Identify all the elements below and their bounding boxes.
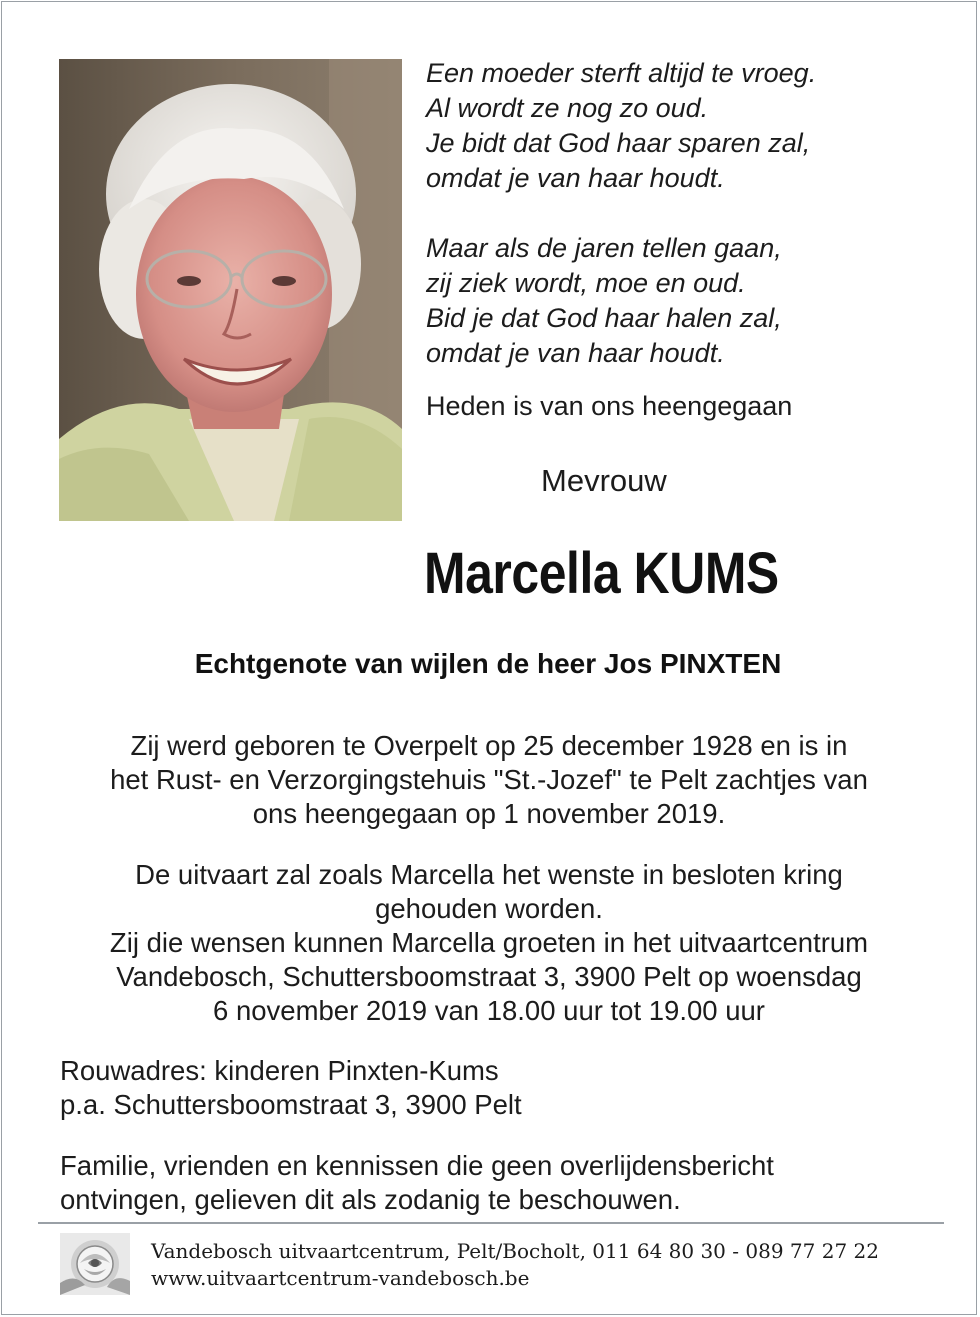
poem-line: Maar als de jaren tellen gaan, [426,233,782,263]
poem-stanza-1 [426,56,946,196]
passed-away-intro: Heden is van ons heengegaan [426,391,793,421]
text-line: Familie, vrienden en kennissen die geen overlijdensbericht [60,1150,774,1181]
honorific: Mevrouw [541,463,667,498]
poem-line: Een moeder sterft altijd te vroeg. [426,58,817,88]
footer-company-line: Vandebosch uitvaartcentrum, Pelt/Bocholt, 011 64 80 30 - 089 77 27 22 [151,1239,879,1263]
footer-contact [151,1238,879,1292]
mourning-address [60,1054,940,1122]
poem [426,56,946,371]
text-line: Zij die wensen kunnen Marcella groeten in het uitvaartcentrum [109,927,869,958]
footer-website[interactable]: www.uitvaartcentrum-vandebosch.be [151,1266,530,1290]
text-line: De uitvaart zal zoals Marcella het wenste in besloten kring [135,859,843,890]
poem-stanza-2 [426,231,946,371]
poem-line: Al wordt ze nog zo oud. [426,93,709,123]
poem-line: zij ziek wordt, moe en oud. [426,268,746,298]
text-line: Rouwadres: kinderen Pinxten-Kums [60,1055,499,1086]
poem-line: Je bidt dat God haar sparen zal, [426,128,811,158]
portrait-photo [59,59,402,521]
funeral-paragraph [40,858,938,1028]
text-line: ons heengegaan op 1 november 2019. [252,798,726,829]
text-line: 6 november 2019 van 18.00 uur tot 19.00 uur [213,995,765,1026]
poem-line: omdat je van haar houdt. [426,163,725,193]
text-line: ontvingen, gelieven dit als zodanig te beschouwen. [60,1184,681,1215]
poem-line: omdat je van haar houdt. [426,338,725,368]
poem-line: Bid je dat God haar halen zal, [426,303,782,333]
text-line: p.a. Schuttersboomstraat 3, 3900 Pelt [60,1089,522,1120]
spouse-line: Echtgenote van wijlen de heer Jos PINXTEN [194,648,782,679]
family-notice [60,1149,940,1217]
rose-logo-icon [60,1233,130,1295]
deceased-name: Marcella KUMS [424,541,779,606]
text-line: Vandebosch, Schuttersboomstraat 3, 3900 Pelt op woensdag [116,961,862,992]
text-line: Zij werd geboren te Overpelt op 25 december 1928 en is in [130,730,848,761]
text-line: het Rust- en Verzorgingstehuis "St.-Jozef" te Pelt zachtjes van [110,764,868,795]
text-line: gehouden worden. [375,893,603,924]
birth-death-paragraph [40,729,938,831]
footer-divider [38,1222,944,1224]
